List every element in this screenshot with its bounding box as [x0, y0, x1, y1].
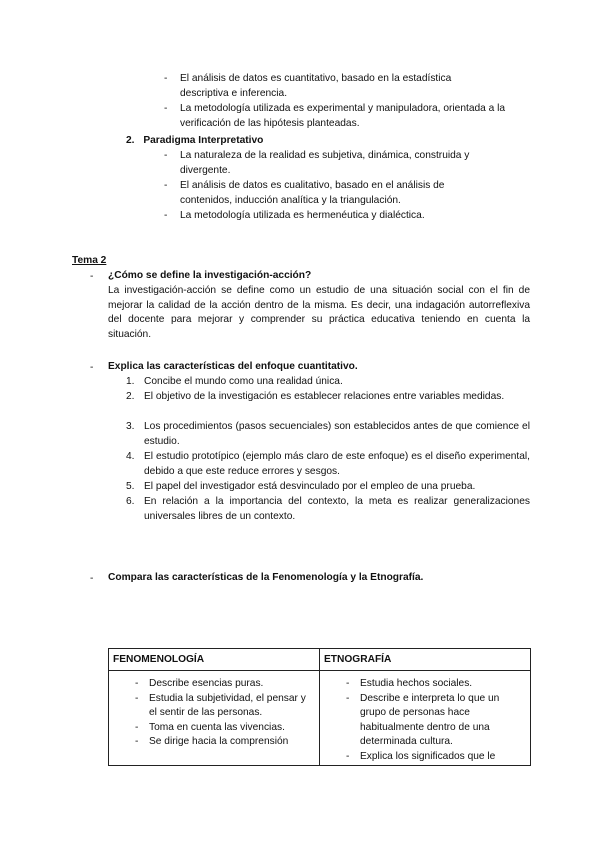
question-heading: Explica las características del enfoque cuantitativo.: [108, 361, 358, 372]
dash-bullet: -: [164, 150, 168, 161]
list-item-text: Los procedimientos (pasos secuenciales) son establecidos antes de que comience el estudio.: [144, 421, 530, 447]
list-item-text: Concibe el mundo como una realidad única.: [144, 376, 343, 387]
list-item-text: La metodología utilizada es hermenéutica y dialéctica.: [180, 210, 425, 221]
cell-list-item-text: Describe e interpreta lo que un grupo de personas hace habitualmente dentro de una determinada cultura.: [360, 692, 500, 747]
table-row: [109, 671, 531, 766]
list-item-text: El estudio prototípico (ejemplo más claro de este enfoque) es el diseño experimental, debido a que este reduce errores y sesgos.: [144, 451, 530, 477]
cell-list-item: [320, 677, 530, 692]
question-heading: Compara las características de la Fenomenología y la Etnografía.: [108, 572, 424, 583]
dash-bullet: -: [90, 271, 94, 282]
cell-list-item-text: Explica los significados que le: [360, 750, 496, 762]
dash-bullet: -: [164, 180, 168, 191]
list-number: 2.: [126, 391, 135, 402]
table-cell-etnografia: [320, 671, 531, 766]
paradigm-heading: [126, 134, 426, 149]
dash-bullet: -: [164, 103, 168, 114]
paradigm-number: 2.: [126, 135, 135, 146]
list-item-text: El objetivo de la investigación es establecer relaciones entre variables medidas.: [144, 391, 505, 402]
cell-list-item: [109, 677, 319, 692]
answer-paragraph: La investigación-acción se define como un estudio de una situación social con el fin de mejorar la calidad de la acción dentro de la misma. Es decir, una indagación autorreflexiva del docente para mejorar y comprender su práctica educativa teniendo en cuenta la situación.: [108, 285, 530, 340]
table-header-row: [109, 649, 531, 671]
comparison-table: [108, 648, 531, 766]
table-cell-fenomenologia: [109, 671, 320, 766]
cell-list-item-text: Estudia la subjetividad, el pensar y el sentir de las personas.: [149, 692, 306, 718]
paradigm-title: Paradigma Interpretativo: [143, 135, 264, 146]
dash-bullet: -: [135, 721, 139, 733]
dash-bullet: -: [346, 678, 350, 689]
dash-bullet: -: [135, 692, 139, 704]
list-item-text: En relación a la importancia del contexto, la meta es realizar generalizaciones universales libres de un contexto.: [144, 496, 530, 522]
list-item-text: El análisis de datos es cualitativo, basado en el análisis de contenidos, inducción analítica y la triangulación.: [180, 180, 445, 206]
cell-list-item: [109, 721, 319, 736]
dash-bullet: -: [346, 692, 350, 704]
table-header-fenomenologia: FENOMENOLOGÍA: [109, 649, 320, 671]
dash-bullet: -: [164, 210, 168, 221]
question-heading: ¿Cómo se define la investigación-acción?: [108, 270, 312, 281]
list-number: 1.: [126, 376, 135, 387]
list-item-text: La naturaleza de la realidad es subjetiva, dinámica, construida y divergente.: [180, 150, 470, 176]
list-item-text: La metodología utilizada es experimental y manipuladora, orientada a la verificación de las hipótesis planteadas.: [180, 103, 506, 129]
list-number: 3.: [126, 421, 135, 432]
cell-list-item: [109, 692, 319, 721]
cell-list-item: [320, 692, 530, 750]
cell-list-item-text: Describe esencias puras.: [149, 678, 264, 689]
cell-list-item-text: Estudia hechos sociales.: [360, 678, 473, 689]
cell-list-item-text: Se dirige hacia la comprensión: [149, 736, 289, 747]
cell-list-item-text: Toma en cuenta las vivencias.: [149, 721, 285, 733]
dash-bullet: -: [164, 73, 168, 84]
list-number: 5.: [126, 481, 135, 492]
dash-bullet: -: [90, 573, 94, 584]
list-item-text: El papel del investigador está desvinculado por el empleo de una prueba.: [144, 481, 476, 492]
dash-bullet: -: [135, 736, 139, 747]
list-number: 6.: [126, 496, 135, 507]
cell-list-item: [320, 750, 530, 765]
section-title: Tema 2: [72, 255, 107, 266]
dash-bullet: -: [346, 750, 350, 762]
dash-bullet: -: [135, 678, 139, 689]
list-number: 4.: [126, 451, 135, 462]
cell-list-item: [109, 735, 319, 750]
table-header-etnografia: ETNOGRAFÍA: [320, 649, 531, 671]
dash-bullet: -: [90, 362, 94, 373]
list-item-text: El análisis de datos es cuantitativo, basado en la estadística descriptiva e inferencia.: [180, 73, 452, 99]
